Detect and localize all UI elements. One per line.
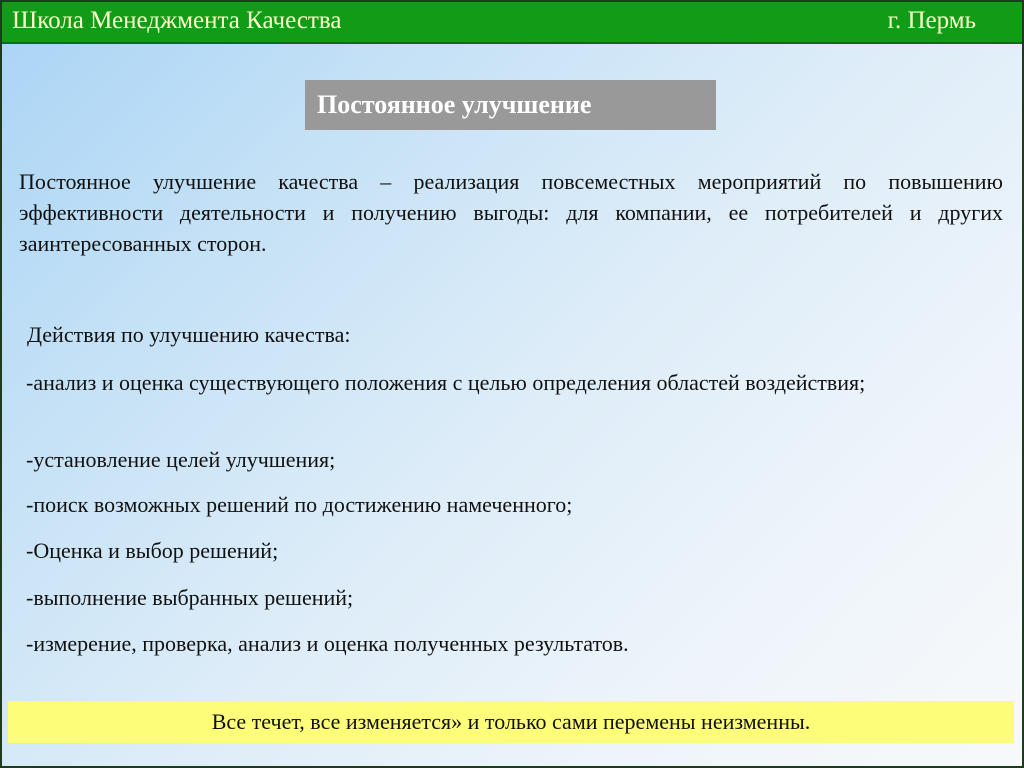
quote-text: Все течет, все изменяется» и только сами перемены неизменны. (211, 709, 811, 734)
action-item: -установление целей улучшения; (26, 447, 336, 472)
slide-title-box (305, 80, 716, 130)
quote-bar (8, 701, 1014, 743)
action-item: -анализ и оценка существующего положения с целью определения областей воздействия; (26, 370, 866, 395)
header-bar (2, 2, 1022, 44)
action-item: -поиск возможных решений по достижению намеченного; (26, 492, 573, 517)
action-item: -выполнение выбранных решений; (26, 585, 354, 610)
slide-title: Постоянное улучшение (317, 90, 592, 119)
action-item: -Оценка и выбор решений; (26, 538, 279, 563)
city-label: г. Пермь (887, 7, 976, 34)
school-title: Школа Менеджмента Качества (12, 7, 342, 34)
actions-heading: Действия по улучшению качества: (27, 322, 351, 347)
definition-paragraph: Постоянное улучшение качества – реализация повсеместных мероприятий по повышению эффективности деятельности и получению выгоды: для компании, ее потребителей и других заинтересованных сторон. (19, 169, 1003, 256)
action-item: -измерение, проверка, анализ и оценка полученных результатов. (26, 631, 629, 656)
